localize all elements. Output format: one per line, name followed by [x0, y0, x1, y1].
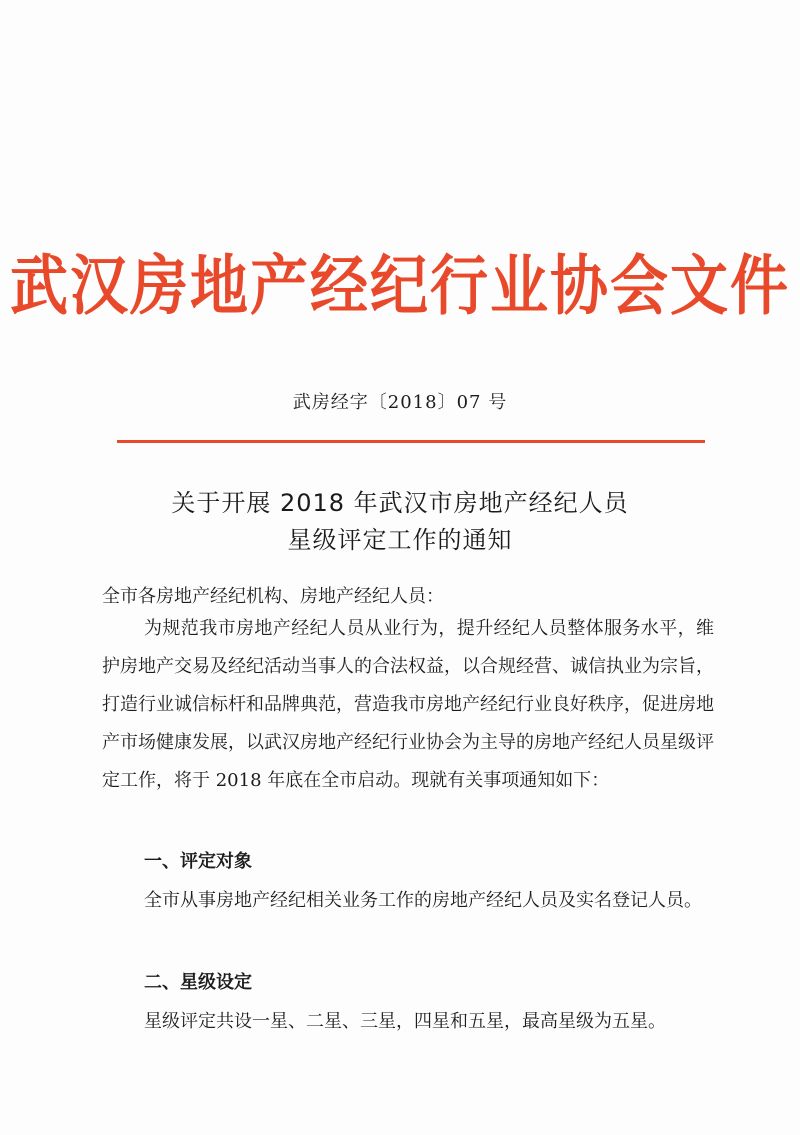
section-1-paragraph: 全市从事房地产经纪相关业务工作的房地产经纪人员及实名登记人员。: [144, 890, 702, 911]
notice-title-line-1: 关于开展 2018 年武汉市房地产经纪人员: [171, 489, 629, 517]
org-header-title: 武汉房地产经纪行业协会文件: [9, 247, 790, 324]
section-2-heading: 二、星级设定: [144, 972, 252, 993]
salutation: 全市各房地产经纪机构、房地产经纪人员：: [102, 586, 444, 607]
section-2-paragraph: 星级评定共设一星、二星、三星，四星和五星，最高星级为五星。: [144, 1011, 666, 1032]
red-divider-line: [117, 440, 705, 443]
intro-paragraph: 为规范我市房地产经纪人员从业行为，提升经纪人员整体服务水平，维护房地产交易及经纪活动当事人的合法权益，以合规经营、诚信执业为宗旨，打造行业诚信标杆和品牌典范，营造我市房地产经纪行业良好秩序，促进房地产市场健康发展，以武汉房地产经纪行业协会为主导的房地产经纪人员星级评定工作，将于 2018 年底在全市启动。现就有关事项通知如下：: [102, 618, 714, 791]
document-number: 武房经字〔2018〕07 号: [292, 392, 508, 413]
section-1-heading: 一、评定对象: [144, 851, 252, 872]
notice-title-line-2: 星级评定工作的通知: [287, 526, 513, 554]
